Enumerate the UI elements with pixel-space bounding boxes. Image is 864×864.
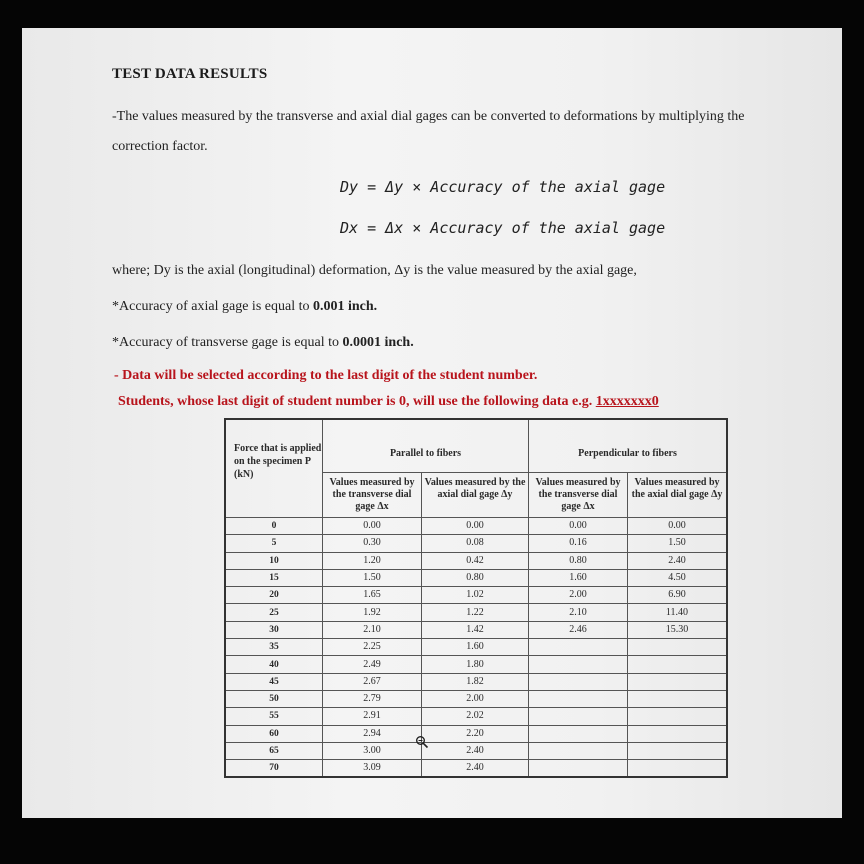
page-title: TEST DATA RESULTS	[112, 66, 268, 82]
parallel-transverse-cell: 2.25	[323, 639, 422, 656]
students-note-text: Students, whose last digit of student number is 0, will use the following data e.g.	[118, 394, 596, 409]
parallel-transverse-cell: 1.65	[323, 587, 422, 604]
parallel-axial-cell: 0.80	[422, 569, 529, 586]
parallel-axial-cell: 1.80	[422, 656, 529, 673]
table-row	[225, 569, 727, 586]
parallel-axial-cell: 2.02	[422, 708, 529, 725]
perpendicular-axial-cell: 1.50	[628, 535, 728, 552]
perpendicular-transverse-cell	[529, 673, 628, 690]
perpendicular-axial-cell: 4.50	[628, 569, 728, 586]
perpendicular-transverse-cell	[529, 690, 628, 707]
perpendicular-axial-cell	[628, 708, 728, 725]
table-row	[225, 742, 727, 759]
parallel-transverse-cell: 2.94	[323, 725, 422, 742]
table-row	[225, 535, 727, 552]
perpendicular-axial-cell	[628, 690, 728, 707]
perpendicular-header-label: Perpendicular to fibers	[578, 448, 677, 459]
accuracy-axial-value: 0.001 inch.	[312, 299, 378, 314]
perpendicular-transverse-cell	[529, 760, 628, 778]
parallel-transverse-cell: 2.10	[323, 621, 422, 638]
parallel-transverse-cell: 2.67	[323, 673, 422, 690]
parallel-axial-cell: 1.82	[422, 673, 529, 690]
force-cell: 65	[225, 742, 323, 759]
student-number-example: 1xxxxxxx0	[595, 394, 659, 409]
perpendicular-transverse-cell	[529, 656, 628, 673]
perpendicular-transverse-cell: 2.00	[529, 587, 628, 604]
force-cell: 45	[225, 673, 323, 690]
document-page	[22, 28, 842, 840]
sub-header-perpendicular-axial: Values measured by the axial dial gage Δy	[628, 473, 728, 518]
parallel-axial-cell: 2.40	[422, 742, 529, 759]
force-cell: 20	[225, 587, 323, 604]
force-cell: 10	[225, 552, 323, 569]
force-cell: 35	[225, 639, 323, 656]
perpendicular-transverse-cell: 0.80	[529, 552, 628, 569]
table-row	[225, 656, 727, 673]
force-cell: 25	[225, 604, 323, 621]
table-row	[225, 725, 727, 742]
perpendicular-transverse-cell: 2.10	[529, 604, 628, 621]
perpendicular-axial-cell: 6.90	[628, 587, 728, 604]
table-row	[225, 760, 727, 778]
parallel-transverse-cell: 0.00	[323, 518, 422, 535]
table-row	[225, 604, 727, 621]
test-data-table	[224, 418, 728, 778]
magnifier-cursor-icon	[415, 735, 429, 749]
where-paragraph: where; Dy is the axial (longitudinal) deformation, Δy is the value measured by the axial gage,	[112, 263, 637, 278]
perpendicular-transverse-cell: 0.16	[529, 535, 628, 552]
parallel-axial-cell: 1.42	[422, 621, 529, 638]
table-row	[225, 690, 727, 707]
parallel-header-label: Parallel to fibers	[389, 448, 462, 459]
parallel-axial-cell: 1.22	[422, 604, 529, 621]
perpendicular-axial-cell: 11.40	[628, 604, 728, 621]
perpendicular-transverse-cell	[529, 708, 628, 725]
perpendicular-axial-cell: 0.00	[628, 518, 728, 535]
parallel-transverse-cell: 3.09	[323, 760, 422, 778]
selection-note: - Data will be selected according to the last digit of the student number.	[114, 368, 538, 383]
parallel-transverse-cell: 3.00	[323, 742, 422, 759]
table-row	[225, 639, 727, 656]
parallel-axial-cell: 0.42	[422, 552, 529, 569]
perpendicular-axial-cell: 2.40	[628, 552, 728, 569]
students-note	[118, 394, 659, 410]
perpendicular-axial-cell: 15.30	[628, 621, 728, 638]
parallel-header	[323, 419, 529, 473]
parallel-axial-cell: 0.00	[422, 518, 529, 535]
accuracy-transverse-value: 0.0001 inch.	[342, 335, 414, 350]
force-cell: 40	[225, 656, 323, 673]
table-row	[225, 673, 727, 690]
perpendicular-header	[529, 419, 728, 473]
table-row	[225, 518, 727, 535]
parallel-transverse-cell: 2.91	[323, 708, 422, 725]
perpendicular-axial-cell	[628, 742, 728, 759]
parallel-axial-cell: 2.20	[422, 725, 529, 742]
parallel-transverse-cell: 1.50	[323, 569, 422, 586]
perpendicular-transverse-cell	[529, 639, 628, 656]
sub-header-parallel-axial: Values measured by the axial dial gage Δy	[422, 473, 529, 518]
perpendicular-transverse-cell	[529, 725, 628, 742]
parallel-transverse-cell: 2.49	[323, 656, 422, 673]
perpendicular-axial-cell	[628, 639, 728, 656]
accuracy-axial	[112, 292, 377, 322]
perpendicular-transverse-cell	[529, 742, 628, 759]
sub-header-perpendicular-transverse: Values measured by the transverse dial gage Δx	[529, 473, 628, 518]
force-cell: 55	[225, 708, 323, 725]
force-cell: 15	[225, 569, 323, 586]
parallel-axial-cell: 2.40	[422, 760, 529, 778]
parallel-transverse-cell: 2.79	[323, 690, 422, 707]
accuracy-axial-text: *Accuracy of axial gage is equal to	[112, 299, 313, 314]
parallel-axial-cell: 2.00	[422, 690, 529, 707]
table-row	[225, 587, 727, 604]
parallel-axial-cell: 0.08	[422, 535, 529, 552]
perpendicular-axial-cell	[628, 673, 728, 690]
force-cell: 70	[225, 760, 323, 778]
accuracy-transverse	[112, 328, 414, 358]
force-cell: 30	[225, 621, 323, 638]
parallel-transverse-cell: 0.30	[323, 535, 422, 552]
perpendicular-axial-cell	[628, 725, 728, 742]
parallel-transverse-cell: 1.20	[323, 552, 422, 569]
parallel-axial-cell: 1.02	[422, 587, 529, 604]
parallel-transverse-cell: 1.92	[323, 604, 422, 621]
table-body	[225, 518, 727, 778]
bottom-frame	[0, 818, 864, 864]
table-row	[225, 552, 727, 569]
force-cell: 5	[225, 535, 323, 552]
table-row	[225, 621, 727, 638]
accuracy-transverse-text: *Accuracy of transverse gage is equal to	[112, 335, 343, 350]
formula-dx: Dx = Δx × Accuracy of the axial gage	[340, 219, 666, 237]
intro-paragraph: -The values measured by the transverse and axial dial gages can be converted to deformations by multiplying the correction factor.	[112, 109, 745, 154]
table-row	[225, 708, 727, 725]
force-cell: 60	[225, 725, 323, 742]
perpendicular-axial-cell	[628, 656, 728, 673]
formula-dy: Dy = Δy × Accuracy of the axial gage	[340, 178, 666, 196]
force-header: Force that is applied on the specimen P (kN)	[225, 419, 323, 518]
perpendicular-transverse-cell: 0.00	[529, 518, 628, 535]
parallel-axial-cell: 1.60	[422, 639, 529, 656]
force-cell: 50	[225, 690, 323, 707]
perpendicular-transverse-cell: 1.60	[529, 569, 628, 586]
perpendicular-transverse-cell: 2.46	[529, 621, 628, 638]
perpendicular-axial-cell	[628, 760, 728, 778]
sub-header-parallel-transverse: Values measured by the transverse dial gage Δx	[323, 473, 422, 518]
force-cell: 0	[225, 518, 323, 535]
